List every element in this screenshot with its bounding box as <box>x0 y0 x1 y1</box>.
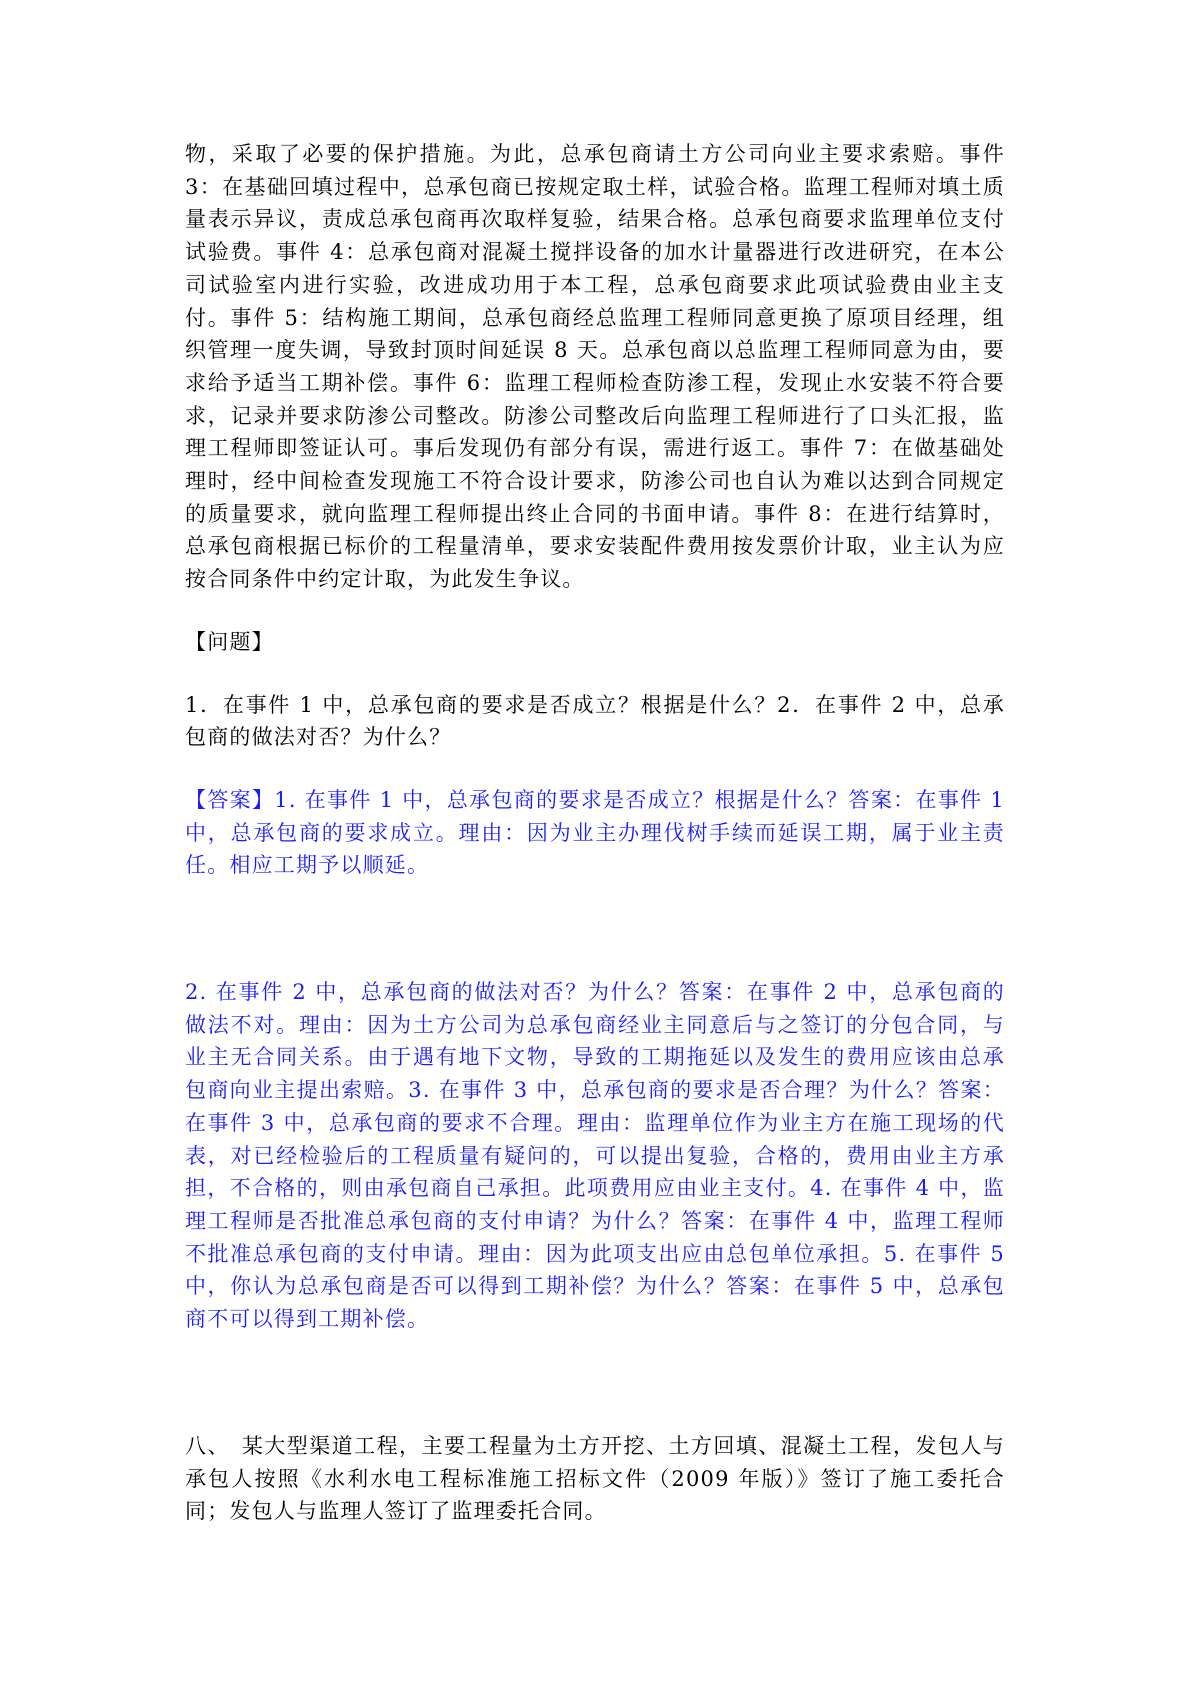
answer-tag: 【答案】 <box>185 787 275 812</box>
question-text: 1．在事件 1 中，总承包商的要求是否成立？根据是什么？2．在事件 2 中，总承包商的做法对否？为什么？ <box>185 692 1005 750</box>
intro-paragraph: 物，采取了必要的保护措施。为此，总承包商请土方公司向业主要求索赔。事件 3：在基础回填过程中，总承包商已按规定取土样，试验合格。监理工程师对填土质量表示异议，责成总承包商再次取样复验，结果合格。总承包商要求监理单位支付试验费。事件 4：总承包商对混凝土搅拌设备的加水计量器进行改进研究，在本公司试验室内进行实验，改进成功用于本工程，总承包商要求此项试验费由业主支付。事件 5：结构施工期间，总承包商经总监理工程师同意更换了原项目经理，组织管理一度失调，导致封顶时间延误 8 天。总承包商以总监理工程师同意为由，要求给予适当工期补偿。事件 6：监理工程师检查防渗工程，发现止水安装不符合要求，记录并要求防渗公司整改。防渗公司整改后向监理工程师进行了口头汇报，监理工程师即签证认可。事后发现仍有部分有误，需进行返工。事件 7：在做基础处理时，经中间检查发现施工不符合设计要求，防渗公司也自认为难以达到合同规定的质量要求，就向监理工程师提出终止合同的书面申请。事件 8：在进行结算时，总承包商根据已标价的工程量清单，要求安装配件费用按发票价计取，业主认为应按合同条件中约定计取，为此发生争议。 <box>185 142 1005 592</box>
section-8-paragraph: 八、 某大型渠道工程，主要工程量为土方开挖、土方回填、混凝土工程，发包人与承包人按照《水利水电工程标准施工招标文件（2009 年版）》签订了施工委托合同；发包人与监理人签订了监理委托合同。 <box>185 1433 1005 1524</box>
answer-1-paragraph <box>185 784 1005 882</box>
answer-1-text: 1. 在事件 1 中，总承包商的要求是否成立？根据是什么？答案：在事件 1 中，总承包商的要求成立。理由：因为业主办理伐树手续而延误工期，属于业主责任。相应工期予以顺延。 <box>185 787 1005 878</box>
answer-2-paragraph: 2. 在事件 2 中，总承包商的做法对否？为什么？答案：在事件 2 中，总承包商的做法不对。理由：因为土方公司为总承包商经业主同意后与之签订的分包合同，与业主无合同关系。由于遇有地下文物，导致的工期拖延以及发生的费用应该由总承包商向业主提出索赔。3. 在事件 3 中，总承包商的要求是否合理？为什么？答案：在事件 3 中，总承包商的要求不合理。理由：监理单位作为业主方在施工现场的代表，对已经检验后的工程质量有疑问的，可以提出复验，合格的，费用由业主方承担，不合格的，则由承包商自己承担。此项费用应由业主支付。4. 在事件 4 中，监理工程师是否批准总承包商的支付申请？为什么？答案：在事件 4 中，监理工程师不批准总承包商的支付申请。理由：因为此项支出应由总包单位承担。5. 在事件 5 中，你认为总承包商是否可以得到工期补偿？为什么？答案：在事件 5 中，总承包商不可以得到工期补偿。 <box>185 980 1005 1332</box>
question-heading: 【问题】 <box>185 629 274 654</box>
document-page <box>185 138 1005 1528</box>
